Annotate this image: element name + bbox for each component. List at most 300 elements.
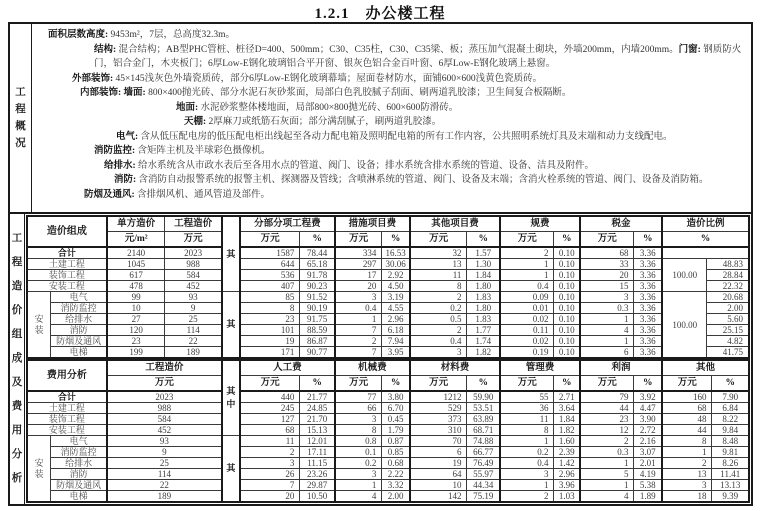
cell: 3 [335,414,382,425]
unit-label: % [554,376,580,392]
unit-label: 万元 [240,232,300,248]
cell: 2 [335,336,382,347]
cell: 334 [335,247,382,259]
cell: 0.02 [500,314,554,325]
col-profit: 利润 [580,360,662,376]
cell: 22.32 [707,281,749,292]
cell: 452 [165,281,222,292]
cell: 4.50 [382,281,410,292]
cell: 142 [410,491,467,503]
cell: 44 [662,425,712,436]
cell: 6.18 [382,325,410,336]
cell: 0.68 [382,458,410,469]
cell: 20 [240,491,300,503]
cell: 23 [107,336,165,347]
cell: 68.71 [467,425,500,436]
cell: 478 [107,281,165,292]
cell: 19 [410,458,467,469]
cell: 1.82 [467,347,500,359]
cell: 48 [662,414,712,425]
col-project-cost: 工程造价 [165,216,222,232]
cell: 3 [335,469,382,480]
cell: 23 [580,414,634,425]
overview-item [36,144,747,159]
cell: 0.11 [500,325,554,336]
overview-item-label: 地面: [176,102,199,113]
cell: 440 [240,391,300,403]
table-subheader-row [27,232,749,248]
cell: 21.70 [300,414,335,425]
row-label: 给排水 [51,314,107,325]
cell: 11 [500,414,554,425]
cell: 1.84 [467,270,500,281]
unit-label: % [382,376,410,392]
cell: 2 [240,447,300,458]
cell: 12.01 [300,436,335,447]
cell: 644 [240,259,300,270]
cell: 4 [580,491,634,503]
cell: 127 [240,414,300,425]
cell: 199 [107,347,165,359]
cell: 18 [662,491,712,503]
cell: 1.03 [554,491,580,503]
table-row [27,303,749,314]
cell: 59.90 [467,391,500,403]
unit-label: 万元 [580,232,634,248]
unit-label: 万元 [335,376,382,392]
overview-item [36,159,747,174]
col-project-cost: 工程造价 [107,360,222,376]
cell: 85 [240,292,300,303]
cell: 44.34 [467,480,500,491]
cell: 3.36 [634,303,662,314]
overview-item [36,130,747,145]
cell: 2023 [107,391,222,403]
unit-label: 万元 [580,376,634,392]
unit-label: 万元 [165,232,222,248]
cell: 36 [500,403,554,414]
cell: 1 [335,480,382,491]
cell: 0.1 [335,447,382,458]
cell: 0.4 [500,458,554,469]
cell: 25 [107,458,222,469]
cell: 3.36 [634,336,662,347]
cell: 1212 [410,391,467,403]
cell: 3 [662,480,712,491]
cell: 1.77 [467,325,500,336]
cell: 2.00 [707,303,749,314]
cell: 2.01 [634,458,662,469]
col-unit-cost: 单方造价 [107,216,165,232]
cell: 1 [500,259,554,270]
ratio-total: 100.00 [662,259,707,292]
cell: 3.90 [634,414,662,425]
row-label: 装饰工程 [27,414,107,425]
cell: 0.10 [554,292,580,303]
cell: 99 [107,292,165,303]
row-label: 土建工程 [27,259,107,270]
overview-item [36,188,747,203]
section-cost [10,214,751,504]
cell: 310 [410,425,467,436]
cell: 536 [240,270,300,281]
cell: 0.19 [500,347,554,359]
overview-item-text: 含排烟风机、通风管道及部件。 [134,189,271,200]
cell: 8 [662,436,712,447]
table-row [27,414,749,425]
cell: 0.10 [554,259,580,270]
table-row [27,270,749,281]
cell: 3 [580,292,634,303]
cell: 5.38 [634,480,662,491]
row-label: 电气 [51,436,107,447]
cell: 4.19 [634,469,662,480]
cell: 27 [107,314,165,325]
cell: 75.19 [467,491,500,503]
cell: 0.2 [410,303,467,314]
col-sub-item-fee: 分部分项工程费 [240,216,335,232]
cell: 2.00 [382,491,410,503]
cell: 24.85 [300,403,335,414]
cell: 11 [240,436,300,447]
install-group-label: 安装 [27,436,51,503]
cell: 3.36 [634,281,662,292]
cell: 48.83 [707,259,749,270]
cell: 3.36 [634,292,662,303]
qi-label: 其 [222,436,240,503]
cell: 0.10 [554,347,580,359]
cell: 1 [500,480,554,491]
table-row [27,347,749,359]
col-material-fee: 材料费 [410,360,500,376]
cell: 101 [240,325,300,336]
row-label: 防烟及通风 [51,336,107,347]
unit-label: 元/m² [107,232,165,248]
overview-item [36,101,747,116]
cell: 23.26 [300,469,335,480]
cell: 20.68 [707,292,749,303]
table-row [27,436,749,447]
cell: 88.59 [300,325,335,336]
cell: 3.19 [382,292,410,303]
cell: 2.22 [382,469,410,480]
cell: 0.02 [500,336,554,347]
corner-label: 费用分析 [27,360,107,391]
unit-label: 万元 [335,232,382,248]
overview-item-label: 电气: [116,131,139,142]
cell: 9 [165,303,222,314]
cell: 3.36 [634,270,662,281]
cell: 32 [410,247,467,259]
cell: 79 [580,391,634,403]
cell: 10 [107,303,165,314]
table-row [27,403,749,414]
cell: 7.90 [712,391,749,403]
cell: 8.26 [712,458,749,469]
table-row [27,469,749,480]
cell: 13 [410,259,467,270]
col-tax: 税金 [580,216,662,232]
table-row [27,391,749,403]
row-label: 合计 [27,247,107,259]
cell: 55 [500,391,554,403]
cell: 23 [240,314,300,325]
overview-item-label: 给排水: [104,160,136,171]
overview-item-text: 含从低压配电房的低压配电柜出线起至各动力配电箱及照明配电箱的所有工作内容，公共照明系统灯具及末端和动力支线配电。 [138,131,673,142]
table-row [27,480,749,491]
row-label: 消防监控 [51,447,107,458]
unit-label: % [467,232,500,248]
cell: 5.60 [707,314,749,325]
overview-item-text: 含消防自动报警系统的报警主机、探测器及管线；含喷淋系统的管道、阀门、设备及末端；含消火栓系统的管道、阀门、设备及消防箱。 [136,175,709,185]
unit-label: 万元 [410,232,467,248]
cell: 44 [580,403,634,414]
page-title: 1.2.1 办公楼工程 [314,6,446,22]
cell: 1.80 [467,303,500,314]
cell: 53.51 [467,403,500,414]
cell: 0.5 [410,314,467,325]
cell: 26 [240,469,300,480]
cell: 0.8 [335,436,382,447]
cell: 584 [107,414,222,425]
cell: 1.84 [554,414,580,425]
cell: 25 [165,314,222,325]
table-row [27,491,749,503]
cell: 1587 [240,247,300,259]
cell: 1 [580,458,634,469]
overview-item [36,43,747,72]
col-machine-fee: 机械费 [335,360,410,376]
cell: 12 [580,425,634,436]
cell: 0.2 [335,458,382,469]
cell: 171 [240,347,300,359]
cell: 13 [662,469,712,480]
cell: 1.89 [634,491,662,503]
row-label: 合计 [27,391,107,403]
cell: 1.83 [467,292,500,303]
cell: 11.15 [300,458,335,469]
cell: 17 [335,270,382,281]
overview-item-label: 消防监控: [94,146,136,156]
cell: 1.80 [467,281,500,292]
cell: 3 [335,292,382,303]
unit-label: 万元 [500,232,554,248]
row-label: 电梯 [51,347,107,359]
cell: 529 [410,403,467,414]
cell: 68 [662,403,712,414]
cell: 91.75 [300,314,335,325]
overview-item-text: 45×145浅灰色外墙瓷质砖，部分6厚Low-E钢化玻璃幕墙；屋面卷材防水，面铺600×600浅黄色瓷质砖。 [113,73,543,84]
cost-side-label-text: 工程造价组成及费用分析 [11,233,23,484]
cell: 91.52 [300,292,335,303]
cell: 77 [335,391,382,403]
cell: 1 [500,270,554,281]
table-row [27,247,749,259]
overview-item [36,115,747,130]
row-label: 电梯 [51,491,107,503]
cell: 3.07 [634,447,662,458]
cell: 4.55 [382,303,410,314]
cell: 15.13 [300,425,335,436]
overview-item [36,28,747,43]
cell: 86.87 [300,336,335,347]
cell: 0.4 [335,303,382,314]
cell: 1 [335,314,382,325]
row-label: 给排水 [51,458,107,469]
cell: 2 [500,491,554,503]
cell: 90.23 [300,281,335,292]
document-frame [8,22,753,506]
cell: 78.44 [300,247,335,259]
cell: 2 [410,325,467,336]
unit-label: % [712,376,749,392]
cell: 21.77 [300,391,335,403]
cell: 74.88 [467,436,500,447]
cell: 70 [410,436,467,447]
cell: 3.36 [634,314,662,325]
cell: 7 [335,347,382,359]
cell: 2.71 [554,391,580,403]
unit-label: 万元 [662,376,712,392]
cell: 297 [335,259,382,270]
cell: 15 [580,281,634,292]
cell: 3 [500,469,554,480]
cell: 4.82 [707,336,749,347]
install-group-label: 安装 [27,292,51,359]
overview-item [36,173,747,188]
unit-label: % [300,376,335,392]
cell: 30.06 [382,259,410,270]
cell: 1.42 [554,458,580,469]
unit-label: 万元 [500,376,554,392]
cell: 0.87 [382,436,410,447]
cell: 189 [165,347,222,359]
overview-item-label: 门窗: [678,44,701,55]
section-overview [10,24,751,214]
cell: 373 [410,414,467,425]
overview-item-text: 给水系统含从市政水表后至各用水点的管道、阀门、设备；排水系统含排水系统的管道、设备、洁具及附件。 [135,160,595,171]
cell: 1.83 [467,314,500,325]
cell: 7 [240,480,300,491]
cell: 3 [410,347,467,359]
row-label: 消防 [51,325,107,336]
overview-item-text: 800×400抛光砖、部分水泥石灰砂浆面，局部白色乳胶腻子刮面、刷两道乳胶漆；卫生间复合板隔断。 [145,88,572,98]
cell: 0.10 [554,314,580,325]
cell: 19 [240,336,300,347]
cell: 9.81 [712,447,749,458]
col-labor-fee: 人工费 [240,360,335,376]
table-row [27,336,749,347]
overview-content [32,24,751,212]
cell: 0.4 [500,281,554,292]
overview-item-label: 内部装饰: 墙面: [80,88,146,98]
cell: 1 [580,314,634,325]
cell: 93 [107,436,222,447]
cell: 0.01 [500,303,554,314]
table-row [27,325,749,336]
overview-item-label: 外部装饰: [72,73,114,84]
cell: 3.92 [634,391,662,403]
cell: 91.78 [300,270,335,281]
cell: 0.2 [500,447,554,458]
cell: 114 [165,325,222,336]
cell: 3.80 [382,391,410,403]
cell: 2 [580,436,634,447]
cell: 0.10 [554,281,580,292]
cell: 3.96 [554,480,580,491]
col-management-fee: 管理费 [500,360,580,376]
cell: 90.19 [300,303,335,314]
cell: 0.3 [580,447,634,458]
cell: 2.72 [634,425,662,436]
cell: 20 [335,281,382,292]
overview-item-text: 含矩阵主机及半球彩色摄像机。 [135,146,271,156]
cell: 8 [335,425,382,436]
cell: 13.13 [712,480,749,491]
overview-side-label [10,24,32,212]
cell: 0.10 [554,303,580,314]
overview-item-label: 防烟及通风: [84,189,135,200]
col-other: 其他 [662,360,749,376]
cell: 90.77 [300,347,335,359]
cell: 160 [662,391,712,403]
table-row [27,281,749,292]
col-other-item-fee: 其他项目费 [410,216,500,232]
cell: 1.30 [467,259,500,270]
row-label: 电气 [51,292,107,303]
cell: 8 [500,425,554,436]
overview-item-text: 钢质防火门，铝合金门，木夹板门；6厚Low-E钢化玻璃铝合平开窗、银灰色铝合金百叶窗、6厚Low-E钢化玻璃上悬窗。 [94,44,742,69]
overview-item-text: 水泥砂浆整体楼地面，局部800×800抛光砖、600×600防滑砖。 [198,102,459,113]
row-label: 安装工程 [27,425,107,436]
table-header-row [27,216,749,232]
row-label: 消防 [51,469,107,480]
cell: 3.36 [634,247,662,259]
table-row [27,458,749,469]
cell: 1.57 [467,247,500,259]
cell: 4 [580,325,634,336]
cell: 3.36 [634,325,662,336]
cell: 1 [662,447,712,458]
unit-label: 万元 [240,376,300,392]
cost-composition-table [26,215,750,359]
col-cost-ratio: 造价比例 [662,216,749,232]
cell: 3 [240,458,300,469]
unit-label: % [662,232,749,248]
cell: 1.79 [382,425,410,436]
cell: 0.4 [410,336,467,347]
cell: 16.53 [382,247,410,259]
cell: 68 [580,247,634,259]
cell: 988 [165,259,222,270]
table-header-row [27,360,749,376]
cell: 8 [240,303,300,314]
cell: 3.36 [634,259,662,270]
cell: 63.89 [467,414,500,425]
cell: 1.74 [467,336,500,347]
cell: 9.39 [712,491,749,503]
qizhong-label: 其中 [222,360,240,436]
cell: 0.10 [554,325,580,336]
cell: 114 [107,469,222,480]
cell: 6 [580,347,634,359]
table-row [27,259,749,270]
cell: 617 [107,270,165,281]
row-label: 土建工程 [27,403,107,414]
unit-label: % [467,376,500,392]
cell: 55.97 [467,469,500,480]
cell: 93 [165,292,222,303]
